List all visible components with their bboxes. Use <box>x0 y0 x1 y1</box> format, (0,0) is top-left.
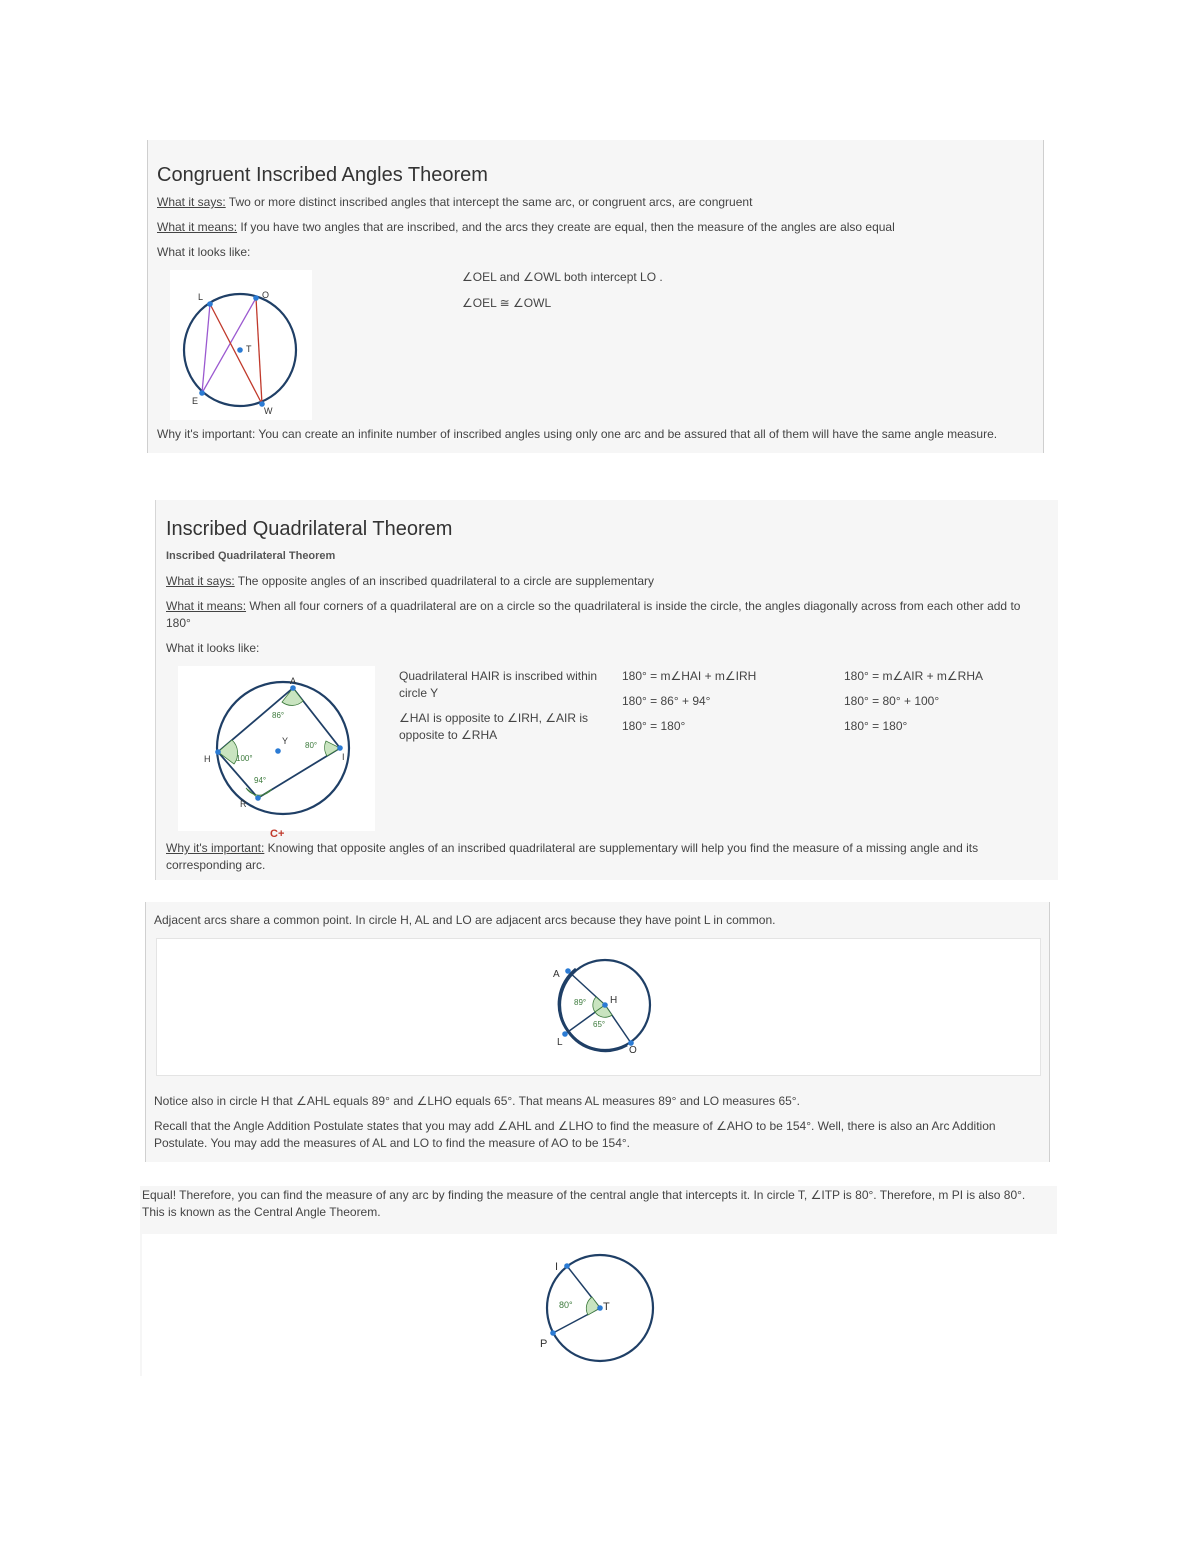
section2-important-text: Knowing that opposite angles of an inscribed quadrilateral are supplementary will help you find the measure of a missing angle and its corresponding arc. <box>166 841 979 872</box>
inscribed-quadrilateral-figure <box>178 666 375 831</box>
inscribed-quadrilateral-panel <box>155 500 1058 880</box>
inscribed-angles-diagram <box>170 270 312 420</box>
label-80: 80° <box>305 741 318 750</box>
section2-says <box>166 573 654 590</box>
adjacent-arcs-diagram <box>157 939 1042 1077</box>
label-100: 100° <box>236 754 253 763</box>
eq-right-1: 180° = m∠AIR + m∠RHA <box>844 669 984 683</box>
label-94: 94° <box>254 776 267 785</box>
eq-right-3: 180° = 180° <box>844 719 908 733</box>
label-I: I <box>342 752 345 762</box>
label-H3: H <box>610 995 618 1006</box>
section3-intro: Adjacent arcs share a common point. In circle H, AL and LO are adjacent arcs because they have point L in common. <box>154 913 776 927</box>
section2-says-text: The opposite angles of an inscribed quadrilateral to a circle are supplementary <box>234 574 655 588</box>
section3-notice: Notice also in circle H that ∠AHL equals 89° and ∠LHO equals 65°. That means AL measures 89° and LO measures 65°. <box>154 1094 800 1108</box>
section2-desc1: Quadrilateral HAIR is inscribed within circle Y <box>399 669 598 700</box>
section2-means-text: When all four corners of a quadrilateral are on a circle so the quadrilateral is inside the circle, the angles diagonally across from each other add to 180° <box>166 599 1021 630</box>
eq-left-1: 180° = m∠HAI + m∠IRH <box>622 669 757 683</box>
eq-right-2: 180° = 80° + 100° <box>844 694 940 708</box>
label-89: 89° <box>574 998 587 1007</box>
section3-recall: Recall that the Angle Addition Postulate states that you may add ∠AHL and ∠LHO to find the measure of ∠AHO to be 154°. Well, there is also an Arc Addition Postulate. You may add the measures of AL and LO to find the measure of AO to be 154°. <box>154 1119 996 1150</box>
label-A3: A <box>553 969 560 980</box>
central-angle-panel <box>140 1186 1057 1376</box>
section2-says-label: What it says: <box>166 574 235 588</box>
section1-says-label: What it says: <box>157 195 226 209</box>
section2-subtitle: Inscribed Quadrilateral Theorem <box>166 550 336 562</box>
section2-title: Inscribed Quadrilateral Theorem <box>166 518 453 540</box>
section2-desc2: ∠HAI is opposite to ∠IRH, ∠AIR is opposite to ∠RHA <box>399 711 588 742</box>
label-L3: L <box>557 1037 563 1048</box>
congruent-inscribed-angles-panel <box>147 140 1044 453</box>
plus-icon: C+ <box>270 828 285 840</box>
section2-important <box>166 840 1046 874</box>
section2-important-label: Why it's important: <box>166 841 265 855</box>
inscribed-angles-figure <box>170 270 312 420</box>
section1-title: Congruent Inscribed Angles Theorem <box>157 164 488 186</box>
section2-looks-label: What it looks like: <box>166 641 260 655</box>
section1-says <box>157 194 752 211</box>
eq-left-3: 180° = 180° <box>622 719 686 733</box>
section2-means-label: What it means: <box>166 599 247 613</box>
section1-means-label: What it means: <box>157 220 238 234</box>
label-R: R <box>240 799 247 809</box>
inscribed-quadrilateral-diagram <box>178 666 375 851</box>
label-A: A <box>290 676 297 686</box>
section4-text: Equal! Therefore, you can find the measure of any arc by finding the measure of the central angle that intercepts it. In circle T, ∠ITP is 80°. Therefore, m PI is also 80°. This is known as the Central Angle Theorem. <box>142 1188 1026 1219</box>
label-80-central: 80° <box>559 1300 573 1310</box>
label-65: 65° <box>593 1020 606 1029</box>
section1-says-text: Two or more distinct inscribed angles that intercept the same arc, or congruent arcs, are congruent <box>225 195 753 209</box>
adjacent-arcs-panel <box>145 902 1050 1162</box>
section1-means <box>157 219 895 236</box>
adjacent-arcs-figure <box>156 938 1041 1076</box>
label-E: E <box>192 396 199 406</box>
label-Y: Y <box>282 736 289 746</box>
label-O: O <box>262 290 270 300</box>
eq-left-2: 180° = 86° + 94° <box>622 694 711 708</box>
label-L: L <box>198 292 204 302</box>
section2-means <box>166 598 1046 632</box>
label-O3: O <box>629 1045 637 1056</box>
section1-means-text: If you have two angles that are inscribed, and the arcs they create are equal, then the measure of the angles are also equal <box>237 220 895 234</box>
central-angle-figure <box>142 1234 1057 1376</box>
label-T4: T <box>603 1301 610 1313</box>
label-W: W <box>264 406 273 416</box>
label-T: T <box>246 344 252 354</box>
label-H: H <box>204 754 211 764</box>
section1-statement2: ∠OEL ≅ ∠OWL <box>462 296 552 310</box>
label-P4: P <box>540 1338 548 1350</box>
central-angle-diagram <box>142 1234 1057 1376</box>
label-86: 86° <box>272 711 285 720</box>
section1-looks-label: What it looks like: <box>157 245 251 259</box>
section1-statement1: ∠OEL and ∠OWL both intercept LO . <box>462 270 663 284</box>
section1-important: Why it's important: You can create an infinite number of inscribed angles using only one arc and be assured that all of them will have the same angle measure. <box>157 427 998 441</box>
label-I4: I <box>555 1261 559 1273</box>
